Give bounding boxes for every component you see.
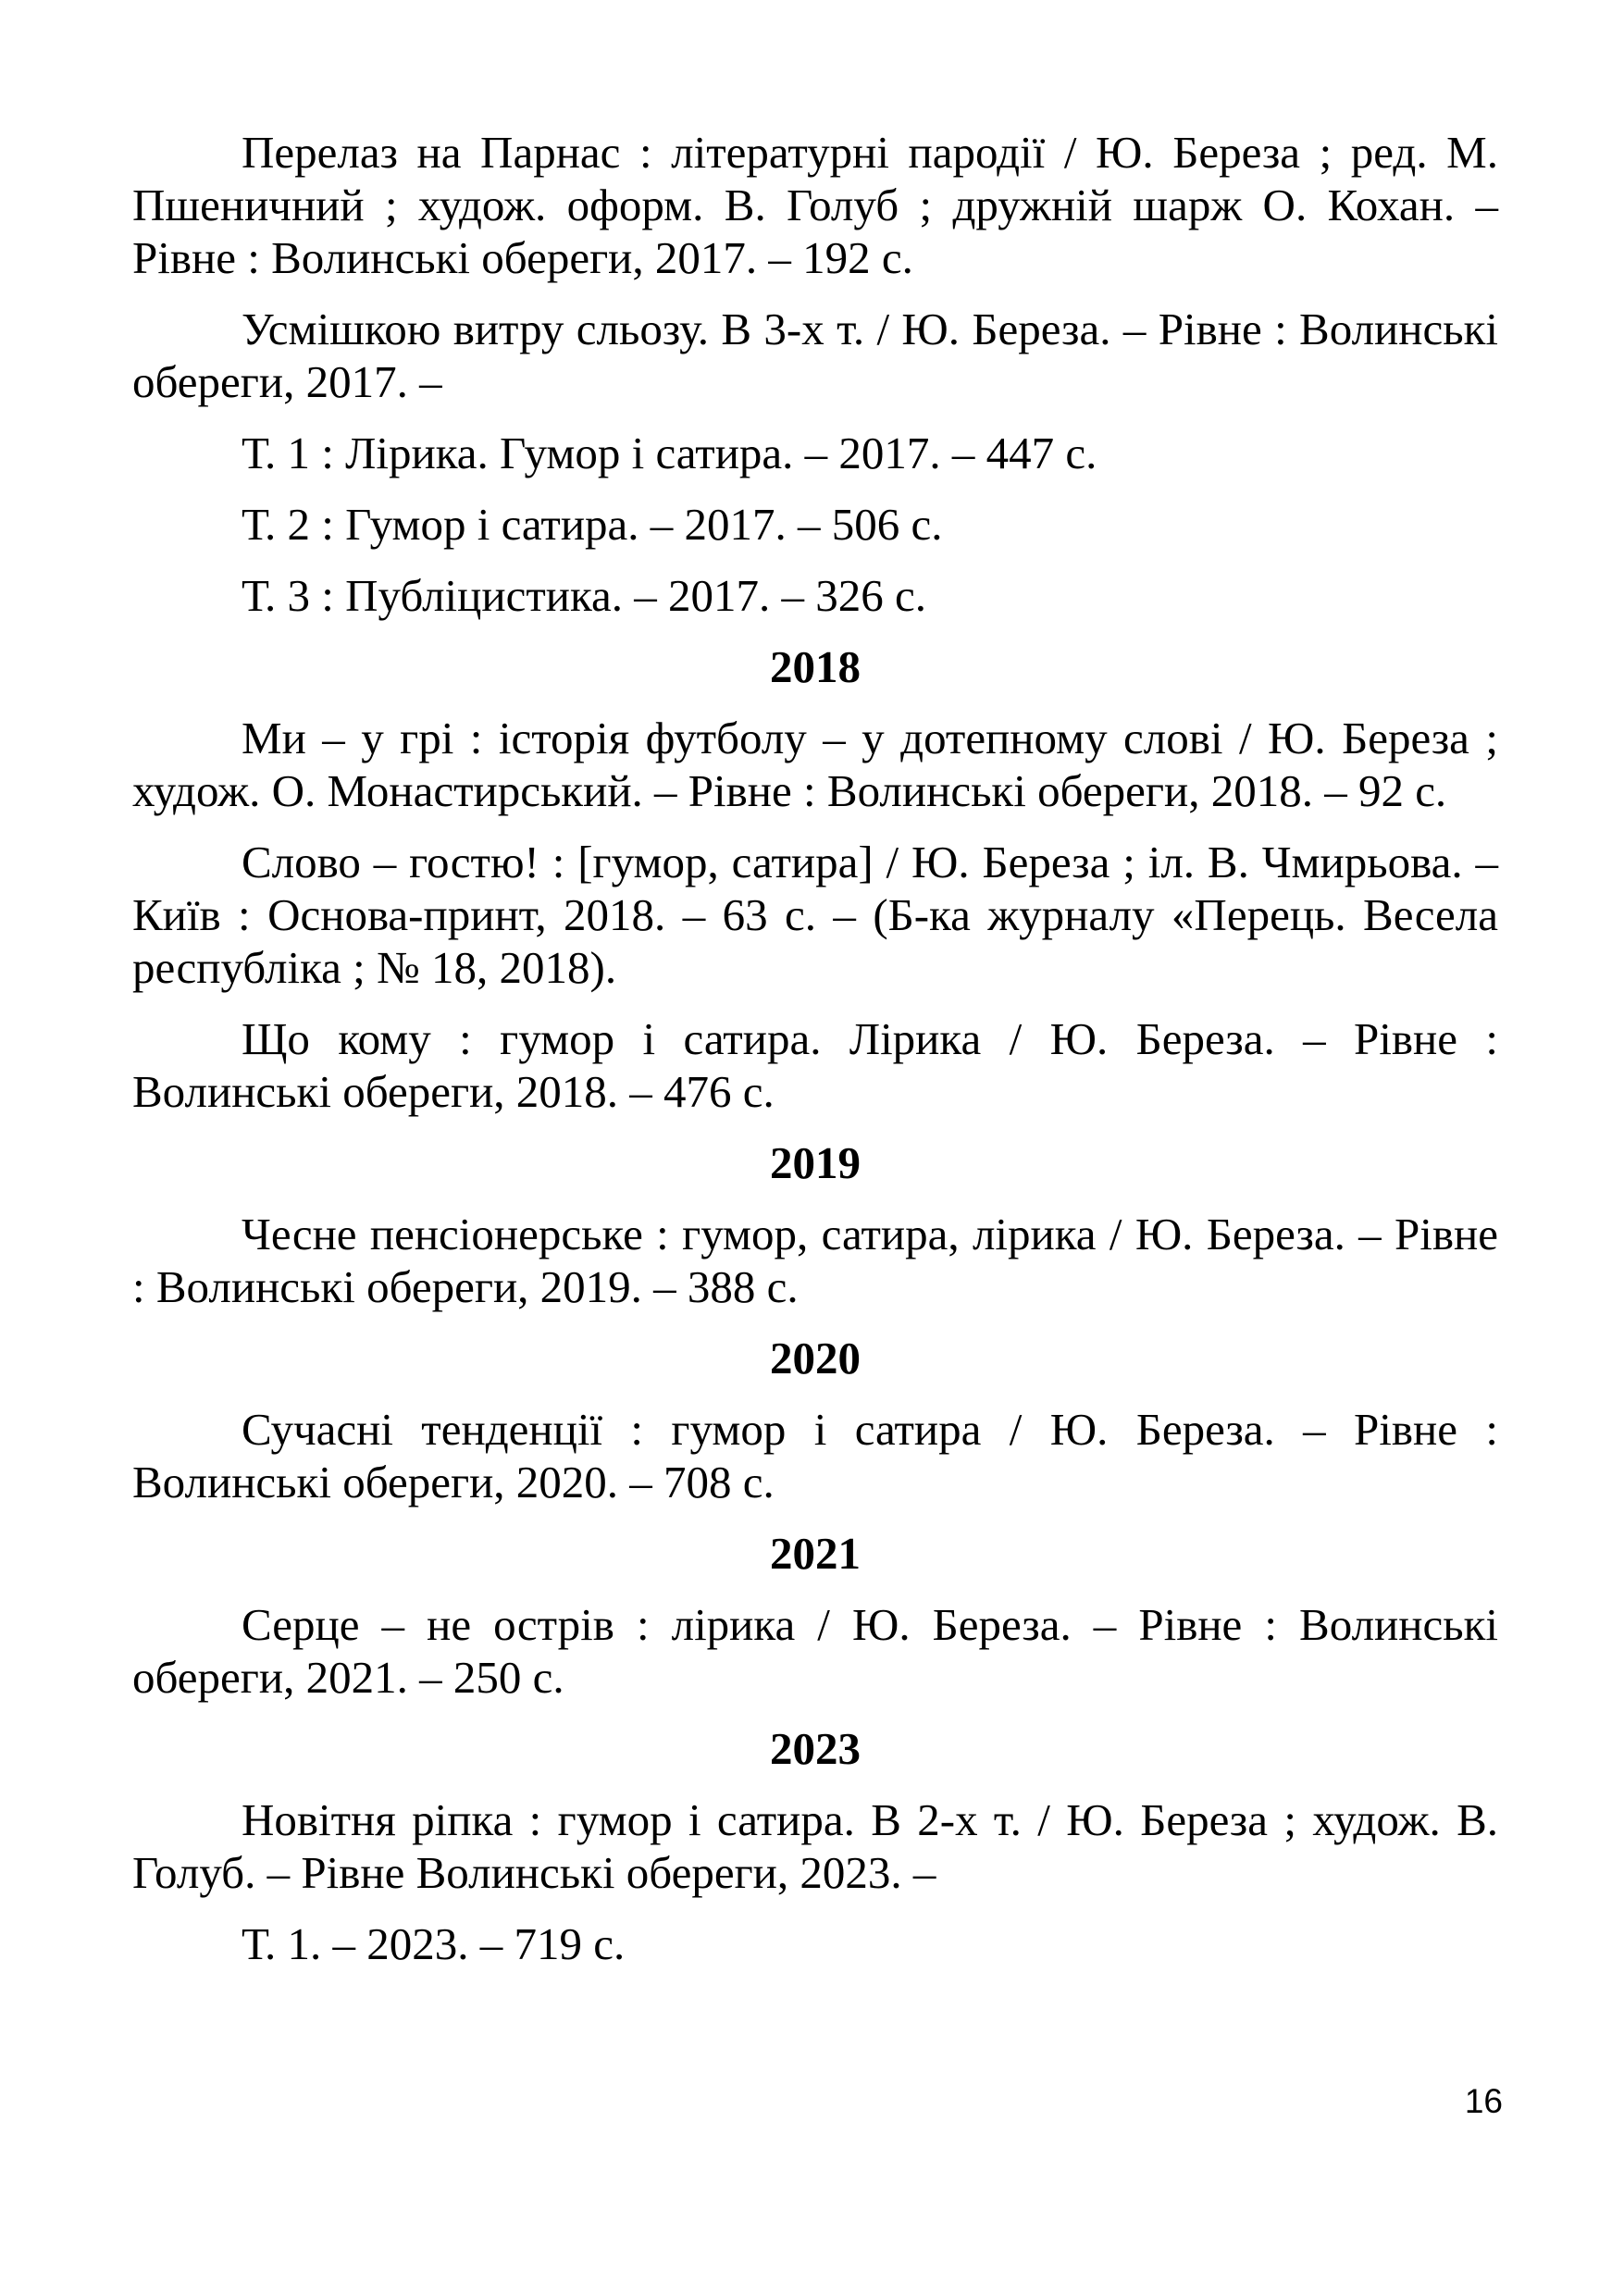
bibliography-page-body [132, 126, 1498, 1989]
year-heading: 2021 [770, 1528, 861, 1579]
year-heading: 2020 [770, 1333, 861, 1383]
bibliography-volume-entry: Т. 1 : Лірика. Гумор і сатира. – 2017. – 447 с. [242, 428, 1097, 478]
bibliography-volume-entry: Т. 2 : Гумор і сатира. – 2017. – 506 с. [242, 499, 943, 550]
year-heading: 2018 [770, 641, 861, 692]
bibliography-entry: Серце – не острів : лірика / Ю. Береза. – Рівне : Волинські обереги, 2021. – 250 с. [132, 1599, 1498, 1703]
bibliography-entry: Чесне пенсіонерське : гумор, сатира, лірика / Ю. Береза. – Рівне : Волинські обереги, 2019. – 388 с. [132, 1209, 1498, 1312]
bibliography-entry: Перелаз на Парнас : літературні пародії / Ю. Береза ; ред. М. Пшеничний ; худож. оформ. В. Голуб ; дружній шарж О. Кохан. – Рівне : Волинські обереги, 2017. – 192 с. [132, 127, 1498, 283]
year-heading: 2023 [770, 1723, 861, 1774]
bibliography-entry: Новітня ріпка : гумор і сатира. В 2-х т. / Ю. Береза ; худож. В. Голуб. – Рівне Волинські обереги, 2023. – [132, 1794, 1498, 1898]
year-heading: 2019 [770, 1137, 861, 1188]
bibliography-entry: Що кому : гумор і сатира. Лірика / Ю. Береза. – Рівне : Волинські обереги, 2018. – 476 с. [132, 1013, 1498, 1117]
bibliography-volume-entry: Т. 1. – 2023. – 719 с. [242, 1918, 626, 1969]
bibliography-entry: Усмішкою витру сльозу. В 3-х т. / Ю. Береза. – Рівне : Волинські обереги, 2017. – [132, 304, 1498, 407]
bibliography-entry: Ми – у грі : історія футболу – у дотепному слові / Ю. Береза ; худож. О. Монастирський. – Рівне : Волинські обереги, 2018. – 92 с. [132, 713, 1498, 816]
bibliography-volume-entry: Т. 3 : Публіцистика. – 2017. – 326 с. [242, 570, 927, 621]
bibliography-entry: Слово – гостю! : [гумор, сатира] / Ю. Береза ; іл. В. Чмирьова. – Київ : Основа-принт, 2018. – 63 с. – (Б-ка журналу «Перець. Весела республіка ; № 18, 2018). [132, 837, 1498, 993]
bibliography-entry: Сучасні тенденції : гумор і сатира / Ю. Береза. – Рівне : Волинські обереги, 2020. – 708 с. [132, 1404, 1498, 1507]
page-number: 16 [1464, 2082, 1503, 2120]
